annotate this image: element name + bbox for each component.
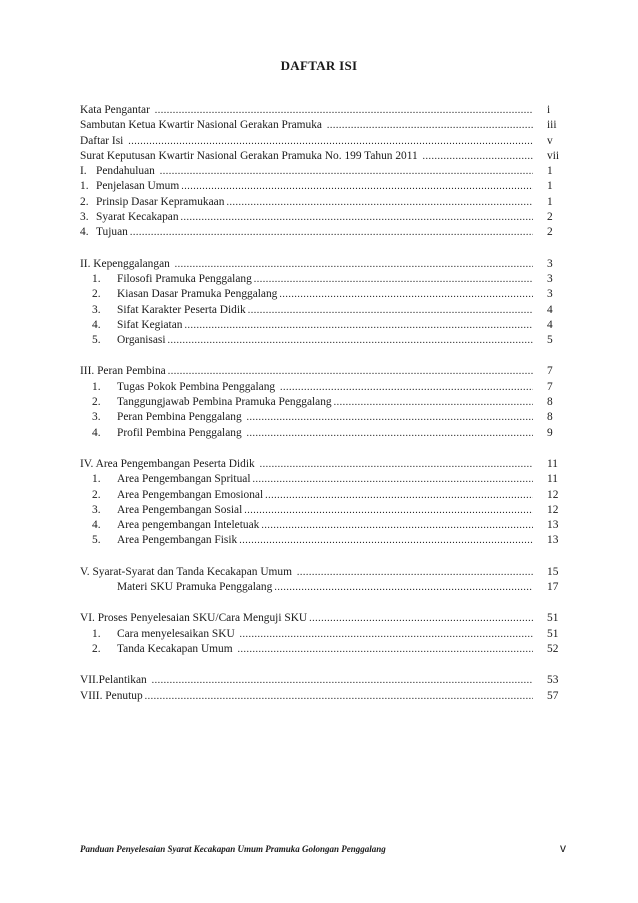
toc-entry-page: 3 <box>547 257 553 270</box>
toc-entry-text <box>80 489 533 501</box>
toc-entry-page: 1 <box>547 195 553 208</box>
toc-entry-label: Tanda Kecakapan Umum <box>117 642 236 655</box>
dot-leader <box>130 227 533 238</box>
toc-entry-text <box>80 319 533 331</box>
toc-entry-label: Kiasan Dasar Pramuka Penggalang <box>117 288 278 301</box>
toc-entry-text <box>80 211 533 223</box>
toc-entry-page: 11 <box>547 457 558 470</box>
dot-leader <box>279 289 533 300</box>
toc-entry-label: Kata Pengantar <box>80 104 153 116</box>
toc-entry-number: 3. <box>92 303 101 316</box>
toc-entry <box>80 273 560 288</box>
dot-leader <box>237 644 533 655</box>
footer-title: Panduan Penyelesaian Syarat Kecakapan Umum Pramuka Golongan Penggalang <box>80 844 386 854</box>
toc-entry-page: v <box>547 134 553 147</box>
toc-entry-text <box>80 690 533 702</box>
toc-entry-text <box>80 273 533 285</box>
toc-entry-number: 4. <box>92 426 101 439</box>
toc-entry-text <box>80 534 533 546</box>
toc-entry <box>80 643 560 658</box>
dot-leader <box>334 397 533 408</box>
toc-entry-label: Sambutan Ketua Kwartir Nasional Gerakan Pramuka <box>80 119 325 132</box>
toc-entry <box>80 196 560 211</box>
toc-entry-label: Prinsip Dasar Kepramukaan <box>96 195 225 208</box>
toc-entry-text <box>80 150 533 162</box>
toc-entry-page: 11 <box>547 473 558 486</box>
toc-entry-page: 1 <box>547 180 553 193</box>
dot-leader <box>175 259 533 270</box>
toc-entry <box>80 519 560 534</box>
toc-entry-page: 7 <box>547 365 553 378</box>
toc-entry-text <box>80 334 533 346</box>
toc-entry-label: IV. Area Pengembangan Peserta Didik <box>80 457 258 470</box>
toc-entry-page: 4 <box>547 318 553 331</box>
toc-entry <box>80 612 560 627</box>
dot-leader <box>246 412 533 423</box>
toc-entry-text <box>80 135 533 147</box>
toc-entry-text <box>80 165 533 177</box>
dot-leader <box>423 151 533 162</box>
toc-entry <box>80 119 560 134</box>
dot-leader <box>261 520 533 531</box>
toc-entry-label: VIII. Penutup <box>80 689 143 702</box>
toc-entry-label: Organisasi <box>117 334 166 347</box>
toc-entry <box>80 165 560 180</box>
toc-entry-page: 57 <box>547 689 559 702</box>
toc-entry-text <box>80 226 533 238</box>
toc-entry <box>80 381 560 396</box>
toc-entry-text <box>80 519 533 531</box>
toc-entry-label: Filosofi Pramuka Penggalang <box>117 272 252 285</box>
toc-entry-text <box>80 119 533 131</box>
toc-entry-page: 53 <box>547 674 559 687</box>
toc-entry-label: Profil Pembina Penggalang <box>117 426 245 439</box>
toc-entry-label: V. Syarat-Syarat dan Tanda Kecakapan Umum <box>80 565 295 578</box>
toc-entry-number: 5. <box>92 334 101 347</box>
dot-leader <box>260 459 533 470</box>
toc-entry-label: Sifat Kegiatan <box>117 318 183 331</box>
toc-group <box>80 104 560 242</box>
toc-entry <box>80 211 560 226</box>
toc-entry-label: Materi SKU Pramuka Penggalang <box>117 581 273 594</box>
dot-leader <box>265 490 533 501</box>
toc-entry-number: 1. <box>92 473 101 486</box>
dot-leader <box>244 505 533 516</box>
toc-entry-page: 5 <box>547 334 553 347</box>
toc-entry-text <box>80 196 533 208</box>
dot-leader <box>160 166 533 177</box>
toc-entry <box>80 628 560 643</box>
toc-entry <box>80 396 560 411</box>
toc-entry-page: 3 <box>547 272 553 285</box>
toc-entry-label: Penjelasan Umum <box>96 180 180 193</box>
dot-leader <box>226 197 533 208</box>
toc-group <box>80 365 560 441</box>
toc-entry <box>80 690 560 705</box>
toc-entry-label: III. Peran Pembina <box>80 365 166 378</box>
toc-entry-number: 4. <box>92 519 101 532</box>
dot-leader <box>239 535 533 546</box>
toc-entry-page: 2 <box>547 211 553 224</box>
dot-leader <box>252 474 533 485</box>
page-title: DAFTAR ISI <box>280 58 358 73</box>
dot-leader <box>145 691 533 702</box>
toc-entry-page: 12 <box>547 488 559 501</box>
toc-entry-page: 7 <box>547 380 553 393</box>
toc-entry <box>80 674 560 689</box>
toc-entry-page: 3 <box>547 288 553 301</box>
toc-entry <box>80 411 560 426</box>
toc-entry-text <box>80 612 533 624</box>
table-of-contents <box>80 104 560 721</box>
toc-entry <box>80 489 560 504</box>
toc-entry-label: Tugas Pokok Pembina Penggalang <box>117 380 278 393</box>
dot-leader <box>181 212 533 223</box>
toc-entry-text <box>80 288 533 300</box>
toc-entry-number: 5. <box>92 534 101 547</box>
toc-entry-label: II. Kepenggalangan <box>80 257 173 270</box>
toc-entry-label: Tanggungjawab Pembina Pramuka Penggalang <box>117 396 332 409</box>
toc-entry-text <box>80 473 533 485</box>
dot-leader <box>184 320 533 331</box>
toc-entry-text <box>80 304 533 316</box>
toc-entry-number: 4. <box>80 226 89 239</box>
toc-entry-label: VI. Proses Penyelesaian SKU/Cara Menguji SKU <box>80 612 308 625</box>
dot-leader <box>248 305 533 316</box>
toc-group <box>80 458 560 550</box>
toc-entry-page: vii <box>547 149 560 162</box>
toc-entry-page: 4 <box>547 303 553 316</box>
toc-entry-label: Daftar Isi <box>80 134 127 147</box>
dot-leader <box>297 567 533 578</box>
toc-entry-number: 3. <box>92 503 101 516</box>
dot-leader <box>152 675 533 686</box>
toc-entry-page: 9 <box>547 426 553 439</box>
toc-entry-number: 1. <box>92 272 101 285</box>
toc-entry <box>80 104 560 119</box>
toc-entry-number: I. <box>80 165 87 178</box>
toc-entry-text <box>80 643 533 655</box>
toc-entry <box>80 504 560 519</box>
toc-entry-label: Surat Keputusan Kwartir Nasional Gerakan Pramuka No. 199 Tahun 2011 <box>80 149 421 162</box>
toc-entry-label: Peran Pembina Penggalang <box>117 411 245 424</box>
toc-entry-label: Area pengembangan Inteletuak <box>117 519 260 532</box>
toc-entry-page: 51 <box>547 627 559 640</box>
toc-entry <box>80 458 560 473</box>
toc-entry-label: Tujuan <box>96 226 128 239</box>
toc-entry-label: Pendahuluan <box>96 165 158 178</box>
dot-leader <box>240 629 533 640</box>
toc-entry-page: 13 <box>547 534 559 547</box>
dot-leader <box>155 105 533 116</box>
toc-entry-number: 3. <box>92 411 101 424</box>
toc-entry-page: 8 <box>547 396 553 409</box>
toc-entry-text <box>80 396 533 408</box>
toc-entry-number: 3. <box>80 211 89 224</box>
toc-entry-number: 4. <box>92 318 101 331</box>
toc-entry-number: 2. <box>92 288 101 301</box>
toc-entry-page: 17 <box>547 581 559 594</box>
toc-entry <box>80 566 560 581</box>
dot-leader <box>247 428 534 439</box>
toc-entry-number: 2. <box>92 488 101 501</box>
toc-entry-page: 52 <box>547 642 559 655</box>
toc-entry-number: 1. <box>92 627 101 640</box>
dot-leader <box>168 366 533 377</box>
toc-entry <box>80 534 560 549</box>
toc-entry-text <box>80 365 533 377</box>
dot-leader <box>309 613 533 624</box>
dot-leader <box>181 181 533 192</box>
dot-leader <box>128 136 533 147</box>
toc-entry-page: i <box>547 104 551 116</box>
toc-entry <box>80 288 560 303</box>
toc-entry <box>80 258 560 273</box>
toc-entry-page: iii <box>547 119 557 132</box>
dot-leader <box>274 582 533 593</box>
toc-group <box>80 258 560 350</box>
toc-entry-text <box>80 381 533 393</box>
toc-entry-number: 2. <box>80 195 89 208</box>
toc-entry-label: Syarat Kecakapan <box>96 211 179 224</box>
toc-entry-number: 2. <box>92 642 101 655</box>
toc-entry-text <box>80 458 533 470</box>
toc-entry-text <box>80 258 533 270</box>
toc-entry-page: 8 <box>547 411 553 424</box>
toc-entry <box>80 226 560 241</box>
toc-entry-text <box>80 581 533 593</box>
toc-entry-text <box>80 566 533 578</box>
toc-entry-page: 1 <box>547 165 553 178</box>
toc-entry-label: Area Pengembangan Fisik <box>117 534 238 547</box>
toc-entry-page: 12 <box>547 503 559 516</box>
toc-entry-number: 1. <box>92 380 101 393</box>
toc-entry-text <box>80 180 533 192</box>
toc-entry <box>80 180 560 195</box>
dot-leader <box>254 274 533 285</box>
toc-group <box>80 674 560 705</box>
toc-group <box>80 612 560 658</box>
toc-group <box>80 566 560 597</box>
toc-entry-text <box>80 504 533 516</box>
toc-entry <box>80 135 560 150</box>
toc-entry-page: 15 <box>547 565 559 578</box>
toc-entry-label: VII.Pelantikan <box>80 674 150 687</box>
toc-entry-text <box>80 674 533 686</box>
toc-entry-label: Area Pengembangan Spritual <box>117 473 251 486</box>
toc-entry-text <box>80 104 533 116</box>
toc-entry <box>80 473 560 488</box>
toc-entry-page: 2 <box>547 226 553 239</box>
toc-entry-number: 1. <box>80 180 89 193</box>
dot-leader <box>168 335 533 346</box>
toc-entry <box>80 427 560 442</box>
toc-entry <box>80 365 560 380</box>
toc-entry-text <box>80 411 533 423</box>
toc-entry <box>80 581 560 596</box>
toc-entry-number: 2. <box>92 396 101 409</box>
toc-entry <box>80 319 560 334</box>
toc-entry <box>80 150 560 165</box>
toc-entry-label: Sifat Karakter Peserta Didik <box>117 303 246 316</box>
toc-entry-label: Cara menyelesaikan SKU <box>117 627 238 640</box>
toc-entry-label: Area Pengembangan Sosial <box>117 503 243 516</box>
toc-entry-text <box>80 628 533 640</box>
toc-entry-text <box>80 427 533 439</box>
footer-page-number: v <box>560 841 566 855</box>
toc-entry-page: 13 <box>547 519 559 532</box>
toc-entry-label: Area Pengembangan Emosional <box>117 488 264 501</box>
toc-entry <box>80 334 560 349</box>
dot-leader <box>327 120 533 131</box>
toc-entry-page: 51 <box>547 612 559 625</box>
toc-entry <box>80 304 560 319</box>
dot-leader <box>280 382 533 393</box>
